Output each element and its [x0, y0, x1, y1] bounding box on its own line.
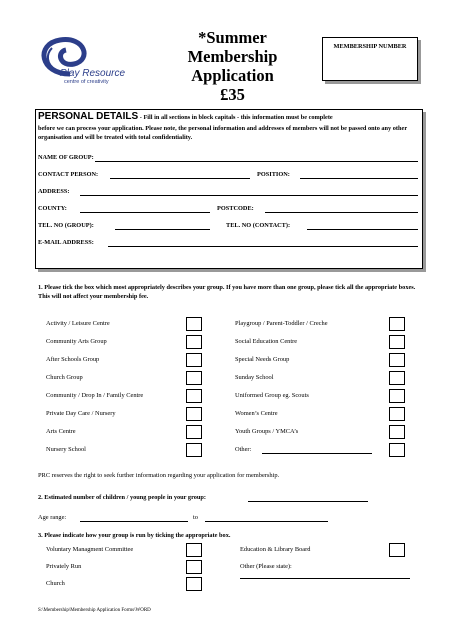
- q1-right-checkbox[interactable]: [389, 335, 405, 349]
- q1-right-checkbox[interactable]: [389, 443, 405, 457]
- q1-right-option: Youth Groups / YMCA’s: [235, 428, 299, 435]
- question-1: 1. Please tick the box which most appropriately describes your group. If you have more than one group, please tick all the appropriate boxes. This will not affect your membership fee.: [38, 284, 416, 300]
- q1-right-checkbox[interactable]: [389, 353, 405, 367]
- q1-right-option: Social Education Centre: [235, 338, 298, 345]
- personal-details-heading: [38, 111, 333, 122]
- q1-left-checkbox[interactable]: [186, 335, 202, 349]
- position-field[interactable]: [300, 178, 418, 179]
- q1-left-checkbox[interactable]: [186, 353, 202, 367]
- q1-right-checkbox[interactable]: [389, 371, 405, 385]
- age-to-field[interactable]: [205, 521, 328, 522]
- q1-left-checkbox[interactable]: [186, 317, 202, 331]
- q1-right-option: Women’s Centre: [235, 410, 278, 417]
- q3-option-voluntary: Voluntary Managment Committee: [46, 546, 134, 553]
- q3-other-field[interactable]: [240, 578, 410, 579]
- email-field[interactable]: [108, 246, 418, 247]
- contact-person-field[interactable]: [110, 178, 250, 179]
- tel-contact-field[interactable]: [307, 229, 418, 230]
- personal-details-note: - Fill in all sections in block capitals - this information must be complete: [138, 114, 333, 121]
- q3-option-education: Education & Library Board: [240, 546, 311, 553]
- personal-details-title: PERSONAL DETAILS: [38, 111, 139, 122]
- q1-right-option: Uniformed Group eg. Scouts: [235, 392, 309, 399]
- position-label: POSITION:: [257, 171, 290, 178]
- children-count-field[interactable]: [248, 501, 368, 502]
- membership-number-box[interactable]: [322, 37, 418, 81]
- q1-left-option: Community Arts Group: [46, 338, 107, 345]
- q1-left-checkbox[interactable]: [186, 443, 202, 457]
- q1-right-option: Sunday School: [235, 374, 274, 381]
- name-of-group-field[interactable]: [95, 161, 418, 162]
- q1-left-option: After Schools Group: [46, 356, 100, 363]
- title-line-3: £35: [220, 85, 245, 104]
- footer-path: S:\Membership\Membership Application Forms\WORD: [38, 608, 151, 613]
- q3-option-private: Privately Run: [46, 563, 82, 570]
- q1-left-checkbox[interactable]: [186, 425, 202, 439]
- contact-person-label: CONTACT PERSON:: [38, 171, 99, 178]
- q3-checkbox-church[interactable]: [186, 577, 202, 591]
- q1-right-checkbox[interactable]: [389, 389, 405, 403]
- title-line-2: Membership Application: [187, 47, 278, 85]
- tel-contact-label: TEL. NO (CONTACT):: [226, 222, 291, 229]
- prc-note: PRC reserves the right to seek further information regarding your application for membership.: [38, 472, 280, 479]
- email-label: E-MAIL ADDRESS:: [38, 239, 94, 246]
- q1-left-option: Activity / Leisure Centre: [46, 320, 110, 327]
- age-to-label: to: [193, 514, 198, 521]
- membership-number-label: MEMBERSHIP NUMBER: [333, 43, 407, 50]
- q3-option-church: Church: [46, 580, 65, 587]
- county-field[interactable]: [80, 212, 210, 213]
- postcode-label: POSTCODE:: [217, 205, 254, 212]
- title-line-1: *Summer: [198, 28, 267, 47]
- logo-name: Play Resource: [60, 68, 126, 79]
- q1-left-option: Community / Drop In / Family Centre: [46, 392, 144, 399]
- address-label: ADDRESS:: [38, 188, 70, 195]
- logo-tagline: centre of creativity: [64, 79, 109, 85]
- q1-left-option: Private Day Care / Nursery: [46, 410, 116, 417]
- county-label: COUNTY:: [38, 205, 67, 212]
- q3-option-other: Other (Please state):: [240, 563, 292, 570]
- q1-left-option: Church Group: [46, 374, 83, 381]
- address-field[interactable]: [80, 195, 418, 196]
- q1-other-field[interactable]: [262, 453, 372, 454]
- postcode-field[interactable]: [265, 212, 418, 213]
- q1-left-option: Arts Centre: [46, 428, 76, 435]
- age-from-field[interactable]: [80, 521, 188, 522]
- q1-left-checkbox[interactable]: [186, 407, 202, 421]
- personal-details-intro: before we can process your application. Please note, the personal information and addresses of members will not be passed onto any other organisation and will be treated with total confidentiality.: [38, 125, 408, 141]
- q1-left-checkbox[interactable]: [186, 389, 202, 403]
- q1-left-checkbox[interactable]: [186, 371, 202, 385]
- page-title: [150, 28, 315, 104]
- tel-group-label: TEL. NO (GROUP):: [38, 222, 94, 229]
- q1-right-checkbox[interactable]: [389, 407, 405, 421]
- q3-checkbox-education[interactable]: [389, 543, 405, 557]
- age-range-label: Age range:: [38, 514, 67, 521]
- question-3: 3. Please indicate how your group is run by ticking the appropriate box.: [38, 532, 231, 539]
- q1-right-option: Other:: [235, 446, 252, 453]
- q1-right-checkbox[interactable]: [389, 317, 405, 331]
- q1-right-checkbox[interactable]: [389, 425, 405, 439]
- q1-left-option: Nursery School: [46, 446, 86, 453]
- q1-right-option: Playgroup / Parent-Toddler / Creche: [235, 320, 328, 327]
- question-2: 2. Estimated number of children / young people in your group:: [38, 494, 206, 501]
- tel-group-field[interactable]: [115, 229, 210, 230]
- q3-checkbox-voluntary[interactable]: [186, 543, 202, 557]
- q1-right-option: Special Needs Group: [235, 356, 290, 363]
- q3-checkbox-private[interactable]: [186, 560, 202, 574]
- name-of-group-label: NAME OF GROUP:: [38, 154, 94, 161]
